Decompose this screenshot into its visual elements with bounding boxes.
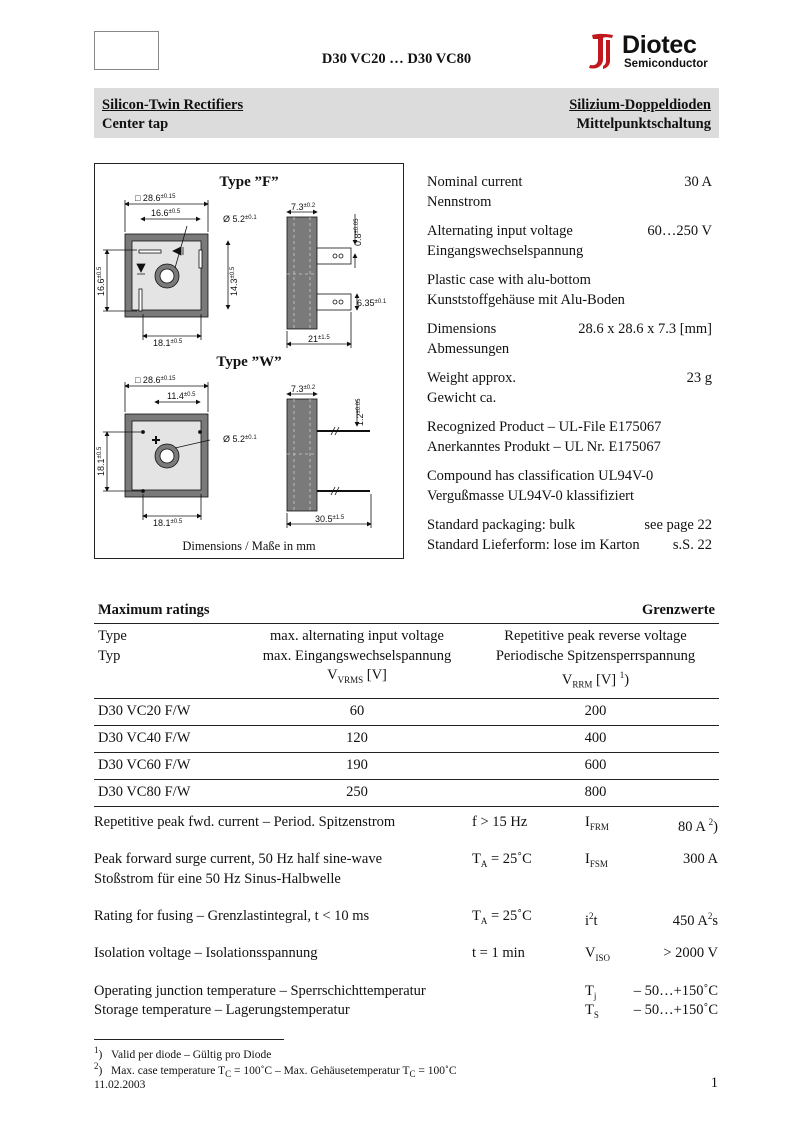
viso-symbol: $V_{ISO}$ (585, 945, 610, 963)
ts-text: Storage temperature – Lagerungstemperatur (94, 1002, 350, 1018)
ifrm-text: Repetitive peak fwd. current – Period. Spitzenstrom (94, 814, 396, 830)
f-dim-7-3: $7.3^{\pm 0.2}$ (291, 202, 316, 212)
diotec-logo-mark-icon (586, 31, 620, 71)
ts-value: – 50…+150˚C (633, 1002, 718, 1018)
package-drawing-box (94, 163, 404, 559)
table-row: D30 VC60 F/W 190 600 (94, 753, 719, 780)
spec-item: Dimensions 28.6 x 28.6 x 7.3 [mm] Abmessungen (427, 321, 712, 357)
ifrm-cond: f > 15 Hz (472, 814, 528, 830)
f-dim-21: $21^{\pm 1.5}$ (308, 334, 330, 344)
footnote-1: $^1$) Valid per diode – Gültig pro Diode (94, 1045, 272, 1061)
w-dim-hole: Ø $5.2^{\pm 0.1}$ (223, 434, 257, 444)
subtitle-de: Mittelpunktschaltung (576, 116, 711, 132)
f-dim-0-8: $0.8^{\pm 0.05}$ (353, 218, 363, 246)
type-w-caption: Type ”W” (216, 354, 282, 370)
spec-item: Weight approx. 23 g Gewicht ca. (427, 370, 712, 406)
w-dim-7-3: $7.3^{\pm 0.2}$ (291, 384, 316, 394)
footnote-2: $^2$) Max. case temperature $T_C$ = 100˚C – Max. Gehäusetemperatur $T_C$ = 100˚C (94, 1061, 457, 1080)
title-de: Silizium-Doppeldioden (569, 97, 711, 113)
grenzwerte-title: Grenzwerte (642, 602, 715, 618)
subtitle-en: Center tap (102, 116, 169, 132)
logo-wordmark: Diotec (622, 31, 697, 59)
w-dim-18-1-v: $18.1^{\pm 0.5}$ (96, 446, 106, 476)
tj-text: Operating junction temperature – Sperrschichttemperatur (94, 983, 426, 999)
table-row: D30 VC80 F/W 250 800 (94, 780, 719, 807)
f-side-body (287, 217, 317, 329)
spec-item: Compound has classification UL94V-0 Vergußmasse UL94V-0 klassifiziert (427, 468, 654, 504)
f-dim-6-35: $6.35^{\pm 0.1}$ (357, 298, 387, 308)
page-number: 1 (710, 1075, 718, 1091)
tj-value: – 50…+150˚C (633, 983, 718, 999)
i2t-text: Rating for fusing – Grenzlastintegral, t < 10 ms (94, 908, 370, 924)
viso-value: > 2000 V (663, 945, 718, 961)
ifsm-symbol: $I_{FSM}$ (585, 851, 608, 869)
dimensions-caption: Dimensions / Maße in mm (182, 539, 316, 553)
divider (94, 623, 719, 624)
spec-item: Standard packaging: bulk see page 22 Standard Lieferform: lose im Karton s.S. 22 (427, 517, 712, 553)
footer-date: 11.02.2003 (94, 1079, 146, 1091)
w-dim-30-5: $30.5^{\pm 1.5}$ (315, 514, 345, 524)
title-en: Silicon-Twin Rectifiers (102, 97, 244, 113)
spec-list (427, 173, 712, 555)
max-ratings-title: Maximum ratings (98, 602, 210, 618)
viso-text: Isolation voltage – Isolationsspannung (94, 945, 318, 961)
w-side-body (287, 399, 317, 511)
document-title: D30 VC20 … D30 VC80 (321, 51, 472, 67)
spec-item: Alternating input voltage 60…250 V Eingangswechselspannung (427, 223, 712, 259)
table-row: D30 VC20 F/W 60 200 (94, 699, 719, 726)
ifsm-cond: $T_A$ = 25˚C (472, 851, 532, 869)
spec-item: Nominal current 30 A Nennstrom (427, 174, 712, 210)
ifsm-text: Peak forward surge current, 50 Hz half sine-wave Stoßstrom für eine 50 Hz Sinus-Halbwelle (94, 851, 383, 887)
logo-subtitle: Semiconductor (624, 58, 708, 70)
ifrm-symbol: $I_{FRM}$ (585, 814, 609, 832)
ifrm-value: 80 A $^2$) (678, 817, 718, 835)
table-header-row: Type Typ max. alternating input voltage max. Eingangswechselspannung $V_{VRMS}$ [V] Repetitive peak reverse voltage Periodische Spitzensperrspannung $V_{RRM}$ [V] $^1$) (94, 627, 719, 699)
tj-symbol: $T_j$ (585, 983, 597, 1001)
ts-symbol: $T_S$ (585, 1002, 599, 1020)
f-dim-16-6-v: $16.6^{\pm 0.5}$ (96, 266, 106, 296)
package-drawings (95, 164, 403, 558)
i2t-value: 450 $A^2s$ (672, 911, 718, 929)
f-dim-18-1: $18.1^{\pm 0.5}$ (153, 338, 183, 348)
max-ratings-header (94, 602, 719, 619)
f-dim-14-3: $14.3^{\pm 0.5}$ (229, 266, 239, 296)
i2t-symbol: $i^2t$ (585, 911, 598, 929)
ifsm-value: 300 A (682, 851, 718, 867)
footnote-divider (94, 1039, 284, 1040)
w-dim-18-1: $18.1^{\pm 0.5}$ (153, 518, 183, 528)
i2t-cond: $T_A$ = 25˚C (472, 908, 532, 926)
f-dim-sq: □ $28.6^{\pm 0.15}$ (135, 193, 176, 203)
f-dim-16-6: $16.6^{\pm 0.5}$ (151, 208, 181, 218)
table-row: D30 VC40 F/W 120 400 (94, 726, 719, 753)
spec-item: Recognized Product – UL-File E175067 Anerkanntes Produkt – UL Nr. E175067 (427, 419, 662, 455)
f-dim-hole: Ø $5.2^{\pm 0.1}$ (223, 214, 257, 224)
w-dim-sq: □ $28.6^{\pm 0.15}$ (135, 375, 176, 385)
diotec-logo (586, 31, 726, 71)
w-dim-11-4: $11.4^{\pm 0.5}$ (167, 391, 196, 401)
ratings-table (94, 627, 719, 807)
type-f-caption: Type ”F” (219, 174, 279, 190)
title-band (94, 88, 719, 138)
spec-item: Plastic case with alu-bottom Kunststoffgehäuse mit Alu-Boden (427, 272, 625, 308)
w-dim-1-2: $1.2^{\pm 0.05}$ (355, 398, 365, 426)
viso-cond: t = 1 min (472, 945, 525, 961)
